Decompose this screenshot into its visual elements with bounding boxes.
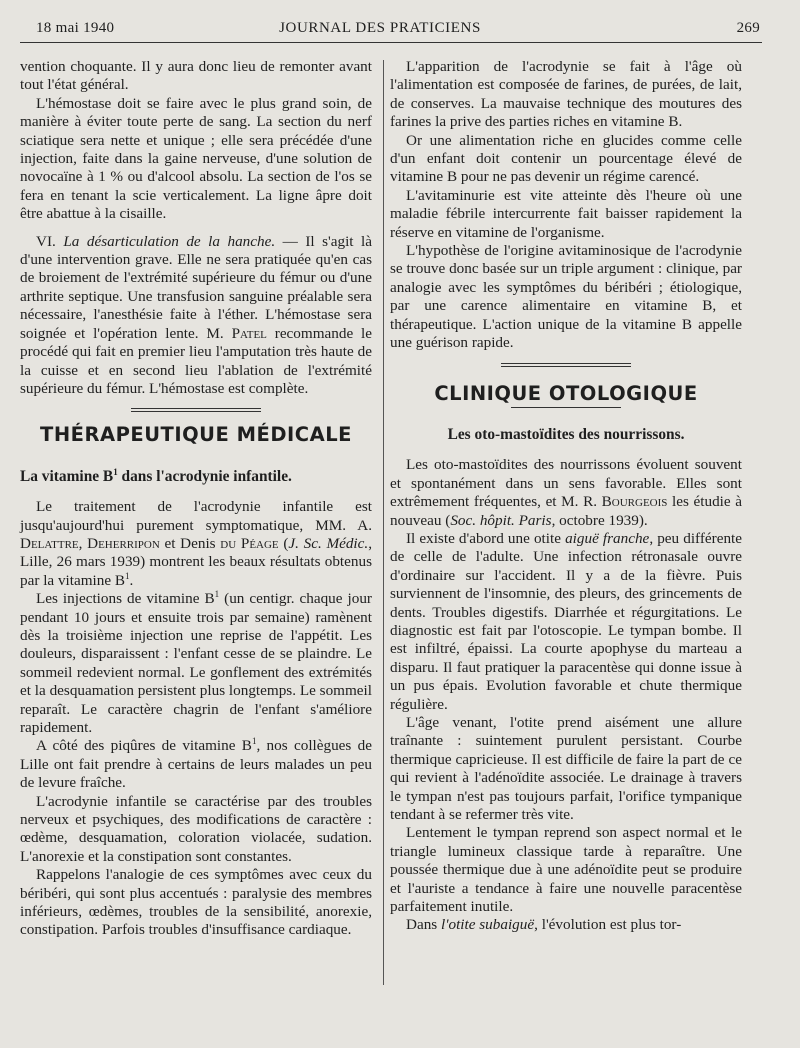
text-run: , octobre 1939). [551, 511, 648, 529]
paragraph: Or une alimentation riche en glucides comme celle d'un enfant doit contenir un pourcentage élevé de vitamine B pour ne pas devenir un régime carencé. [390, 131, 742, 186]
item-number: VI. [36, 232, 56, 250]
header-date: 18 mai 1940 [36, 20, 115, 36]
paragraph: L'âge venant, l'otite prend aisément une allure traînante : suintement purulent persistant. Courbe thermique capricieuse. Il est difficile de faire la part de ce qui revient à l'adénoïdite associée. Le drainage à travers le tympan n'est pas toujours parfait, l'orifice tympanique tendant à se refermer très vite. [390, 714, 742, 824]
paragraph: L'apparition de l'acrodynie se fait à l'âge où l'alimentation est composée de farines, de purées, de lait, de conserves. La mauvaise technique des moutures des farines la prive des parties riches en vitamine B. [390, 58, 742, 131]
left-column [20, 58, 372, 940]
section-title: THÉRAPEUTIQUE MÉDICALE [40, 423, 352, 447]
paragraph: L'avitaminurie est vite atteinte dès l'heure où une maladie fébrile intercurrente fait baisser rapidement la réserve en vitamine de l'organisme. [390, 186, 742, 241]
author-name: Delattre [20, 534, 79, 552]
text-run: Dans [406, 916, 442, 934]
text-run: les étudie à nouveau ( [390, 493, 742, 529]
paragraph: L'hypothèse de l'origine avitaminosique de l'acrodynie se trouve donc basée sur un triple argument : clinique, par analogie avec les symptômes du béribéri ; étiologique, par une carence alimentaire en vitamine B, et thérapeutique. L'action unique de la vitamine B appelle une guérison rapide. [390, 242, 742, 352]
superscript: 1 [214, 589, 220, 600]
text-run: , l'évolution est plus tor- [534, 916, 682, 934]
text-run: , Lille, 26 mars 1939) montrent les beaux résultats obtenus par la vitamine B [20, 534, 372, 589]
paragraph: vention choquante. Il y aura donc lieu de remonter avant tout l'état général. [20, 58, 372, 94]
paragraph [390, 530, 742, 714]
text-run: , [78, 534, 88, 552]
article-title [20, 468, 372, 486]
text-run: La vitamine B [20, 467, 114, 485]
superscript: 1 [125, 570, 130, 581]
article-title: Les oto-mastoïdites des nourrissons. [447, 425, 685, 443]
paragraph: Rappelons l'analogie de ces symptômes avec ceux du béribéri, qui sont plus accentués : paralysie des membres inférieurs, œdèmes, troubles de la sensibilité, anorexie, constipation. Parfois troubles d'insuffisance cardiaque. [20, 866, 372, 939]
superscript: 1 [113, 466, 118, 477]
author-name: Deherripon [87, 534, 160, 552]
text-run: — Il s'agit là d'une intervention grave. Elle ne sera pratiquée qu'en cas de broiement de l'extrémité supérieure du fémur ou d'une arthrite septique. Une transfusion sanguine préalable sera nécessaire, l'anesthésie faite à l'éther. L'hémostase sera soignée et l'opération lente. M. [20, 232, 372, 342]
column-divider [383, 60, 384, 985]
text-run: dans l'acrodynie infantile. [117, 467, 292, 485]
text-run: (un centigr. chaque jour pendant 10 jours et ensuite trois par semaine) ramènent dès la troisième injection une reprise de l'appétit. Les douleurs, disparaissent : l'enfant cesse de se plaindre. Le sommeil redevient normal. Le gonflement des extrémités et la desquamation persistent plus longtemps. Le sommeil reparaît. Le caractère chagrin de l'enfant s'améliore rapidement. [20, 590, 372, 736]
text-run: , peu différente de celle de l'adulte. Une infection rétronasale ouvre d'ordinaire sur l'accident. Il y a de la fièvre. Puis surviennent de l'insomnie, des pleurs, des grincements de dents. Troubles digestifs. Diarrhée et régurgitations. Le diagnostic est fait par l'otoscopie. Le tympan bombe. Il est infiltré, épaissi. La courte apophyse du marteau a disparu. Il faut pratiquer la paracentèse qui donne issue à un pus épais. Evolution favorable et chute thermique régulière. [390, 529, 742, 713]
text-run: Les oto-mastoïdites des nourrissons évoluent souvent et spontanément dans un sens favorable. Elles sont extrêmement fréquentes, et M. R. [390, 456, 742, 511]
text-run: , nos collègues de Lille ont fait prendre à certains de leurs malades un peu de levure fraîche. [20, 737, 372, 792]
paragraph [20, 737, 372, 792]
superscript: 1 [251, 736, 257, 747]
section-title: CLINIQUE OTOLOGIQUE [434, 381, 698, 405]
right-column [390, 58, 742, 935]
paragraph: L'hémostase doit se faire avec le plus grand soin, de manière à éviter toute perte de sang. La section du nerf sciatique sera nette et unique ; elle sera précédée d'une injection, faite dans la gaine nerveuse, d'une solution de novocaïne à 1 % ou d'alcool absolu. La section de l'os se fera en tenant la scie verticalement. La ligne âpre doit être abattue à la cisaille. [20, 94, 372, 223]
author-name: du Péage [220, 534, 279, 552]
paragraph [390, 456, 742, 530]
paragraph [20, 498, 372, 590]
author-name: Patel [231, 324, 267, 342]
text-run: ( [278, 534, 289, 552]
header-journal-title: JOURNAL DES PRATICIENS [279, 20, 481, 36]
running-header [20, 20, 760, 40]
text-run: Il existe d'abord une otite [406, 529, 566, 547]
paragraph: L'acrodynie infantile se caractérise par des troubles nerveux et psychiques, des modifications de caractère : œdème, desquamation, coloration violacée, sudation. L'anorexie et la constipation sont constantes. [20, 792, 372, 865]
paragraph: Lentement le tympan reprend son aspect normal et le triangle lumineux classique tarde à reparaître. Une poussée thermique due à une adénoïdite peut se produire et l'auriste a tendance à faire une nouvelle paracentèse parfaitement inutile. [390, 824, 742, 916]
header-rule [20, 42, 762, 43]
citation: J. Sc. Médic. [288, 534, 369, 552]
text-run: Les injections de vitamine B [36, 590, 215, 608]
emphasis: l'otite subaiguë [441, 916, 535, 934]
item-title: La désarticulation de la hanche. [63, 232, 276, 250]
emphasis: aiguë franche [565, 529, 650, 547]
text-run: A côté des piqûres de vitamine B [36, 737, 252, 755]
text-run: et Denis [159, 534, 221, 552]
citation: Soc. hôpit. Paris [450, 511, 552, 529]
header-page-number: 269 [736, 20, 760, 36]
text-run: . [129, 571, 134, 589]
text-run: Le traitement de l'acrodynie infantile est jusqu'aujourd'hui purement symptomatique, MM. A. [20, 498, 372, 534]
author-name: Bourgeois [601, 493, 668, 511]
paragraph [20, 590, 372, 737]
paragraph [20, 233, 372, 399]
paragraph [390, 916, 742, 934]
text-run: recommande le procédé qui fait en premier lieu l'amputation très haute de la cuisse et en second lieu l'ablation de l'extrémité supérieure du fémur. L'hémostase est complète. [20, 324, 373, 397]
